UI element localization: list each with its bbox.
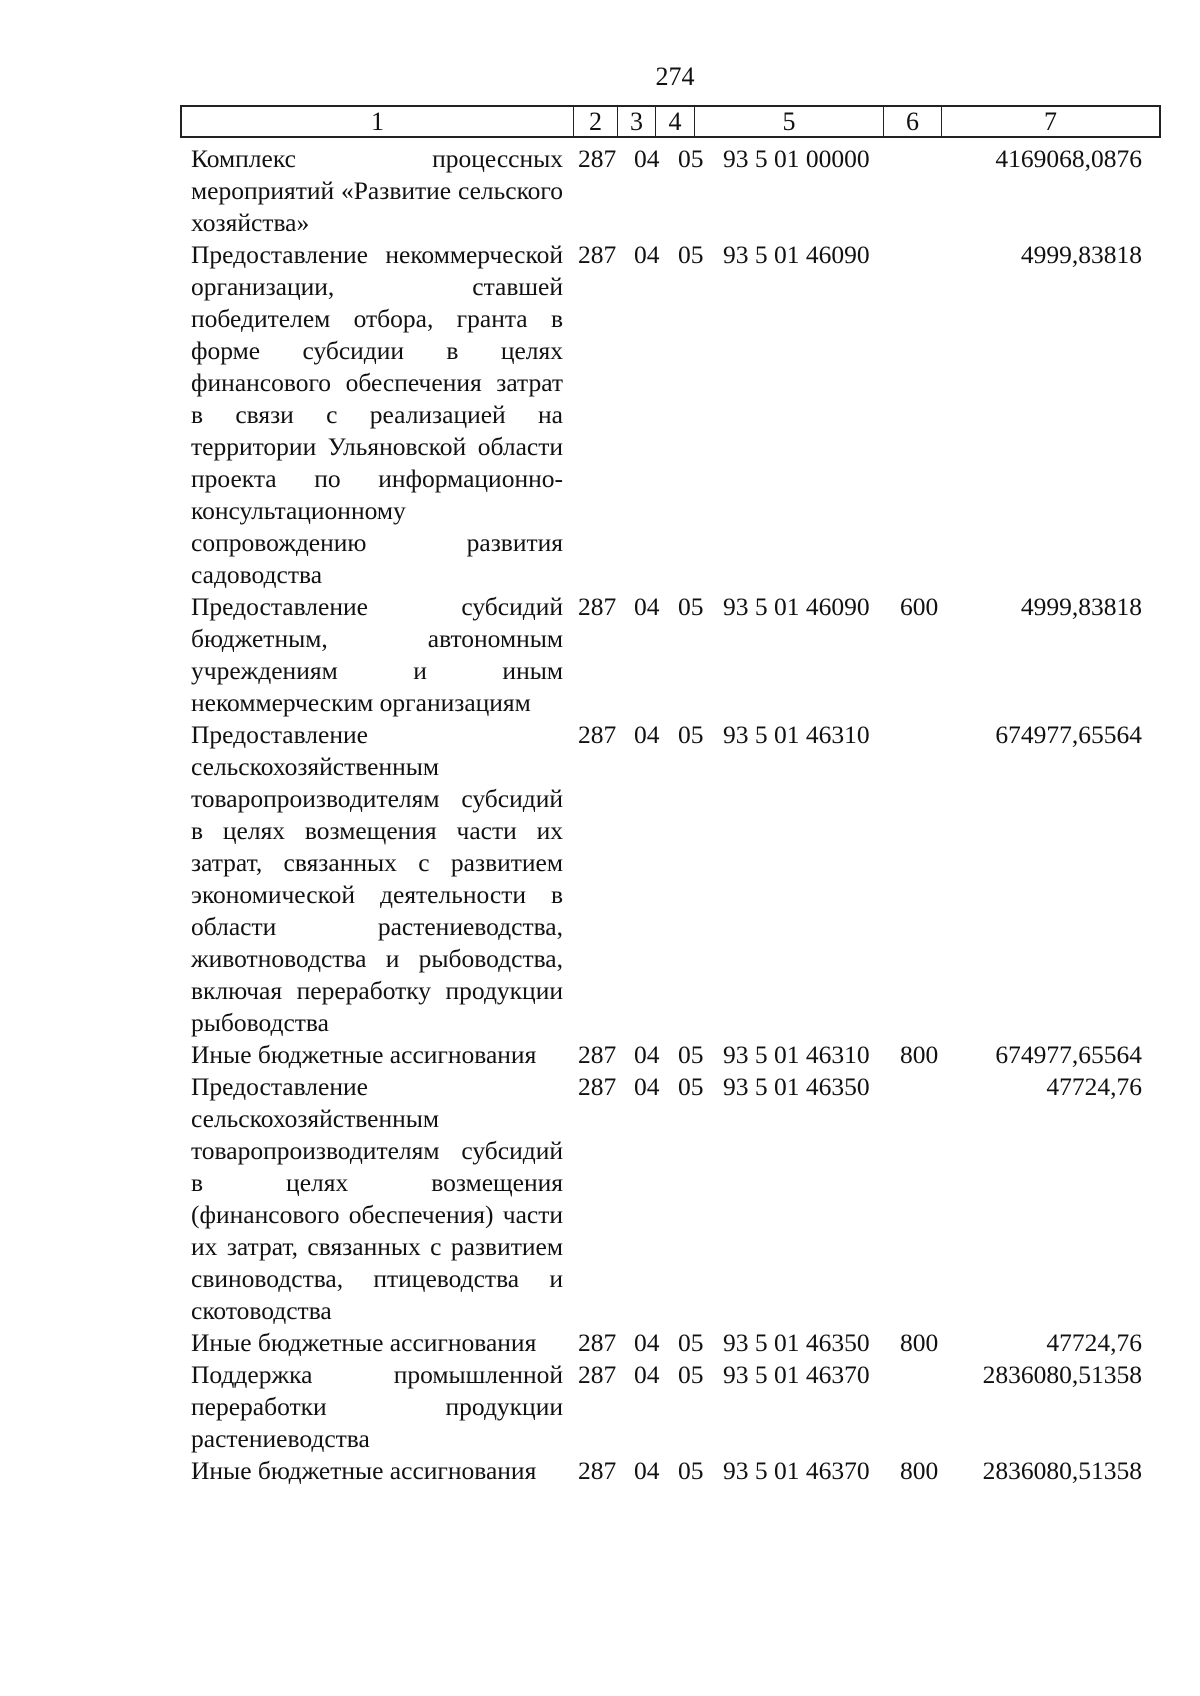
table-row [0, 1359, 1200, 1455]
row-code-6: 800 [900, 1040, 939, 1069]
table-row [0, 1039, 1200, 1071]
row-amount: 47724,76 [1046, 1328, 1142, 1357]
row-code-5: 93 5 01 46350 [723, 1072, 870, 1101]
row-amount: 4169068,0876 [995, 144, 1142, 173]
header-col-3: 3 [618, 107, 656, 136]
header-col-7: 7 [1044, 107, 1057, 136]
row-code-2: 287 [578, 240, 617, 269]
row-amount: 2836080,51358 [982, 1360, 1142, 1389]
row-code-5: 93 5 01 46370 [723, 1360, 870, 1389]
row-description: Предоставление субсидий бюджетным, автономным учреждениям и иным некоммерческим организациям [191, 592, 563, 717]
row-code-3: 04 [634, 1328, 660, 1357]
row-code-5: 93 5 01 46090 [723, 240, 870, 269]
row-amount: 47724,76 [1046, 1072, 1142, 1101]
row-code-6: 600 [900, 592, 939, 621]
row-code-3: 04 [634, 240, 660, 269]
row-description: Предоставление некоммерческой организации, ставшей победителем отбора, гранта в форме субсидии в целях финансового обеспечения затрат в связи с реализацией на территории Ульяновской области проекта по информационно-консультационному сопровождению развития садоводства [191, 240, 563, 589]
row-amount: 674977,65564 [995, 1040, 1142, 1069]
row-code-3: 04 [634, 592, 660, 621]
row-code-4: 05 [678, 1360, 704, 1389]
table-row [0, 1071, 1200, 1327]
row-code-3: 04 [634, 1072, 660, 1101]
table-header [180, 105, 1161, 138]
row-code-5: 93 5 01 46310 [723, 720, 870, 749]
header-col-1: 1 [182, 107, 574, 136]
row-code-3: 04 [634, 144, 660, 173]
row-amount: 4999,83818 [1020, 240, 1142, 269]
header-col-6: 6 [884, 107, 942, 136]
row-description: Предоставление сельскохозяйственным товаропроизводителям субсидий в целях возмещения части их затрат, связанных с развитием экономической деятельности в области растениеводства, животноводства и рыбоводства, включая переработку продукции рыбоводства [191, 720, 563, 1037]
row-code-3: 04 [634, 720, 660, 749]
row-code-2: 287 [578, 720, 617, 749]
header-col-2: 2 [574, 107, 618, 136]
row-code-4: 05 [678, 1456, 704, 1485]
row-code-5: 93 5 01 46370 [723, 1456, 870, 1485]
table-body [0, 143, 1200, 1487]
row-description: Комплекс процессных мероприятий «Развитие сельского хозяйства» [191, 144, 563, 237]
row-code-2: 287 [578, 592, 617, 621]
row-code-4: 05 [678, 1328, 704, 1357]
table-row [0, 1455, 1200, 1487]
row-code-3: 04 [634, 1456, 660, 1485]
table-row [0, 239, 1200, 591]
row-description: Иные бюджетные ассигнования [191, 1040, 537, 1069]
row-code-4: 05 [678, 1040, 704, 1069]
row-code-4: 05 [678, 592, 704, 621]
table-row [0, 143, 1200, 239]
row-code-6: 800 [900, 1328, 939, 1357]
row-description: Иные бюджетные ассигнования [191, 1328, 537, 1357]
row-code-2: 287 [578, 144, 617, 173]
row-code-4: 05 [678, 720, 704, 749]
row-description: Иные бюджетные ассигнования [191, 1456, 537, 1485]
page-number: 274 [655, 62, 695, 91]
row-code-2: 287 [578, 1456, 617, 1485]
row-code-2: 287 [578, 1360, 617, 1389]
table-row [0, 1327, 1200, 1359]
row-code-4: 05 [678, 1072, 704, 1101]
row-code-2: 287 [578, 1040, 617, 1069]
row-code-2: 287 [578, 1072, 617, 1101]
row-code-5: 93 5 01 00000 [723, 144, 870, 173]
row-code-5: 93 5 01 46310 [723, 1040, 870, 1069]
row-description: Предоставление сельскохозяйственным товаропроизводителям субсидий в целях возмещения (финансового обеспечения) части их затрат, связанных с развитием свиноводства, птицеводства и скотоводства [191, 1072, 563, 1325]
row-amount: 4999,83818 [1020, 592, 1142, 621]
row-code-5: 93 5 01 46350 [723, 1328, 870, 1357]
row-code-3: 04 [634, 1040, 660, 1069]
row-code-2: 287 [578, 1328, 617, 1357]
row-description: Поддержка промышленной переработки продукции растениеводства [191, 1360, 563, 1453]
row-code-4: 05 [678, 240, 704, 269]
table-row [0, 719, 1200, 1039]
row-code-4: 05 [678, 144, 704, 173]
row-code-6: 800 [900, 1456, 939, 1485]
row-amount: 2836080,51358 [982, 1456, 1142, 1485]
row-amount: 674977,65564 [995, 720, 1142, 749]
header-col-4: 4 [656, 107, 695, 136]
row-code-5: 93 5 01 46090 [723, 592, 870, 621]
header-col-5: 5 [695, 107, 884, 136]
table-row [0, 591, 1200, 719]
row-code-3: 04 [634, 1360, 660, 1389]
